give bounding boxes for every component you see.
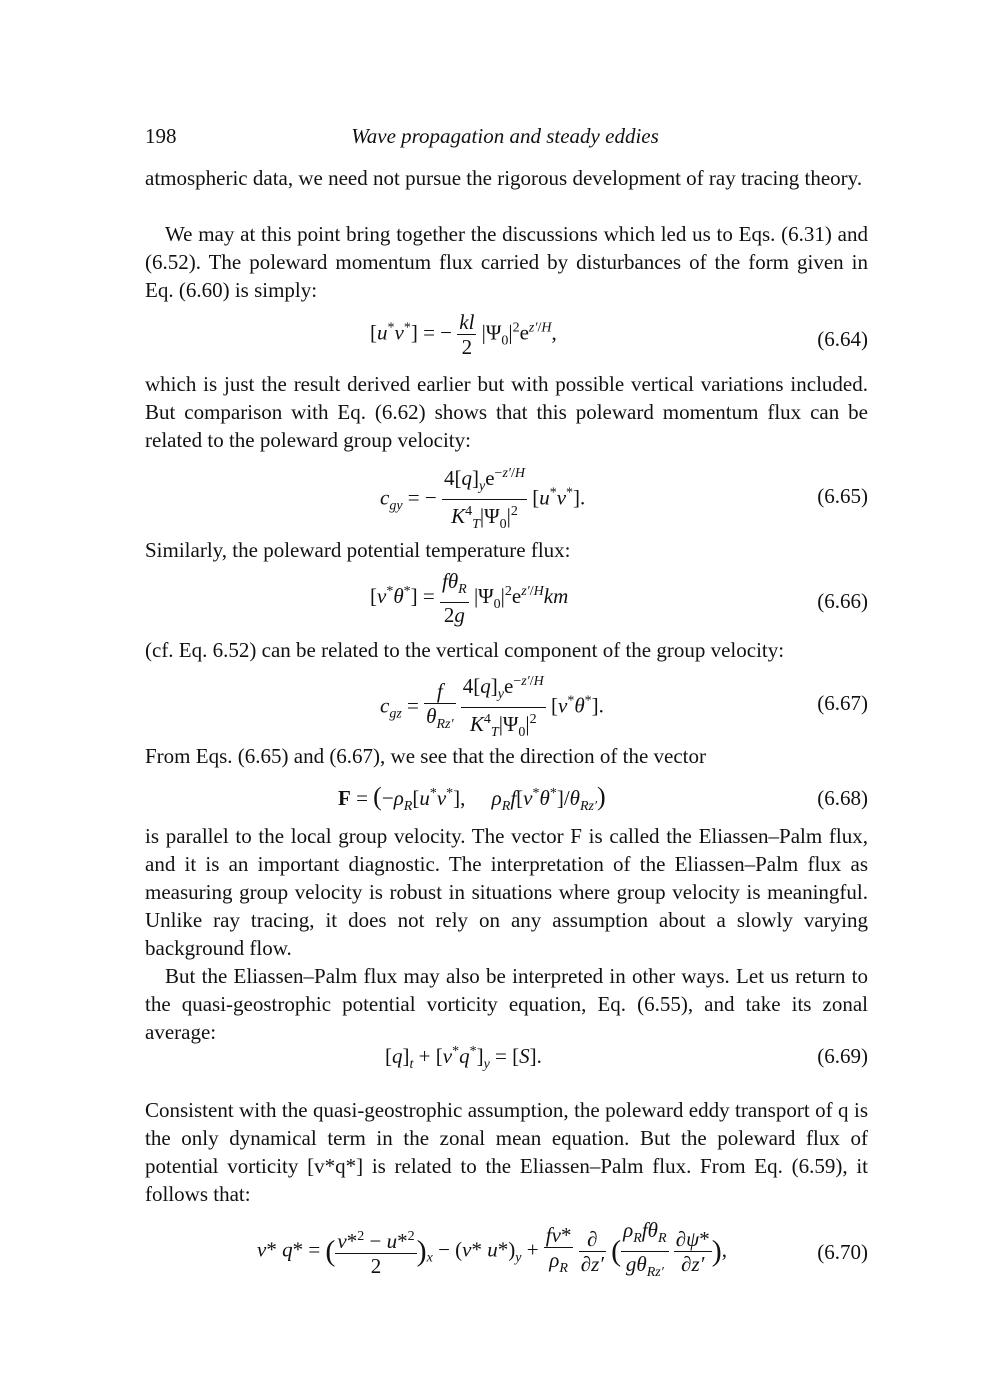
equation-6-70-body: v* q* = ( $\frac{v*^2 - u*^2}{2}$ )$_x - (v*$ $u*)_y$ + $\frac{fv*}{\rho_R}$ $\frac{\partial}{\partial z'}$ ( $\frac{\rho_Rf\theta_R}{g\theta_{Rz'}}$ $\frac{\partial\psi*}{\partial z'}$ ), [257, 1218, 727, 1281]
paragraph-9: Consistent with the quasi-geostrophic assumption, the poleward eddy transport of q is the only dynamical term in the zonal mean equation. But the poleward flux of potential vorticity [v*q*] is related to the Eliassen–Palm flux. From Eq. (6.59), it follows that: [145, 1098, 868, 1206]
equation-6-66 [145, 565, 868, 627]
equation-number: (6.65) [817, 484, 868, 508]
equation-6-69-body: $[q]_t + [v^*q^*]_y = [S]$. [385, 1044, 542, 1073]
equation-number: (6.66) [817, 589, 868, 613]
equation-6-67-body: $c_{gz}$ = $\frac{f}{\theta_{Rz'}}$ $\frac{4[q]_ye^{-z'/H}}{K^4_T|\Psi_0|^2}$ [v*θ*]. [380, 670, 604, 745]
equation-number: (6.70) [817, 1240, 868, 1264]
paragraph-4: Similarly, the poleward potential temperature flux: [145, 538, 571, 562]
paragraph-1: atmospheric data, we need not pursue the rigorous development of ray tracing theory. [145, 166, 863, 190]
equation-number: (6.64) [817, 327, 868, 351]
paragraph-2: We may at this point bring together the discussions which led us to Eqs. (6.31) and (6.52). The poleward momentum flux carried by disturbances of the form given in Eq. (6.60) is simply: [145, 222, 868, 302]
equation-6-69 [145, 1040, 868, 1074]
page-number: 198 [145, 124, 177, 148]
equation-6-67 [145, 666, 868, 741]
equation-number: (6.69) [817, 1044, 868, 1068]
paragraph-7: is parallel to the local group velocity. The vector F is called the Eliassen–Palm flux, and it is an important diagnostic. The interpretation of the Eliassen–Palm flux as measuring group velocity is robust in situations where group velocity is meaningful. Unlike ray tracing, it does not rely on any assumption about a slowly varying background flow. [145, 824, 868, 960]
equation-6-68 [145, 776, 868, 816]
equation-number: (6.67) [817, 691, 868, 715]
page-header [145, 124, 865, 154]
equation-6-66-body: [v*θ*] = $\frac{f\theta_R}{2g}$ $|\Psi_0|^2e^{z'/H}km$ [370, 569, 569, 628]
paragraph-3: which is just the result derived earlier but with possible vertical variations included. But comparison with Eq. (6.62) shows that this poleward momentum flux can be related to the poleward group velocity: [145, 372, 868, 452]
equation-6-70 [145, 1214, 868, 1284]
running-title: Wave propagation and steady eddies [351, 124, 659, 148]
equation-6-64-body: [u*v*] = − $\frac{kl}{2}$ $|\Psi_0|^2e^{z'/H}$, [370, 310, 557, 359]
equation-6-65-body: $c_{gy}$ = − $\frac{4[q]_ye^{-z'/H}}{K^4_T|\Psi_0|^2}$ [u*v*]. [380, 462, 585, 537]
paragraph-6: From Eqs. (6.65) and (6.67), we see that the direction of the vector [145, 744, 707, 768]
equation-6-65 [145, 458, 868, 533]
equation-number: (6.68) [817, 786, 868, 810]
paragraph-8: But the Eliassen–Palm flux may also be interpreted in other ways. Let us return to the quasi-geostrophic potential vorticity equation, Eq. (6.55), and take its zonal average: [145, 964, 868, 1044]
equation-6-68-body: $F = (-\rho_R[u^*v^*]$, $\rho_Rf[v^*\theta^*]/\theta_{Rz'}$) [338, 782, 606, 815]
equation-6-64 [145, 305, 868, 365]
paragraph-5: (cf. Eq. 6.52) can be related to the vertical component of the group velocity: [145, 638, 785, 662]
